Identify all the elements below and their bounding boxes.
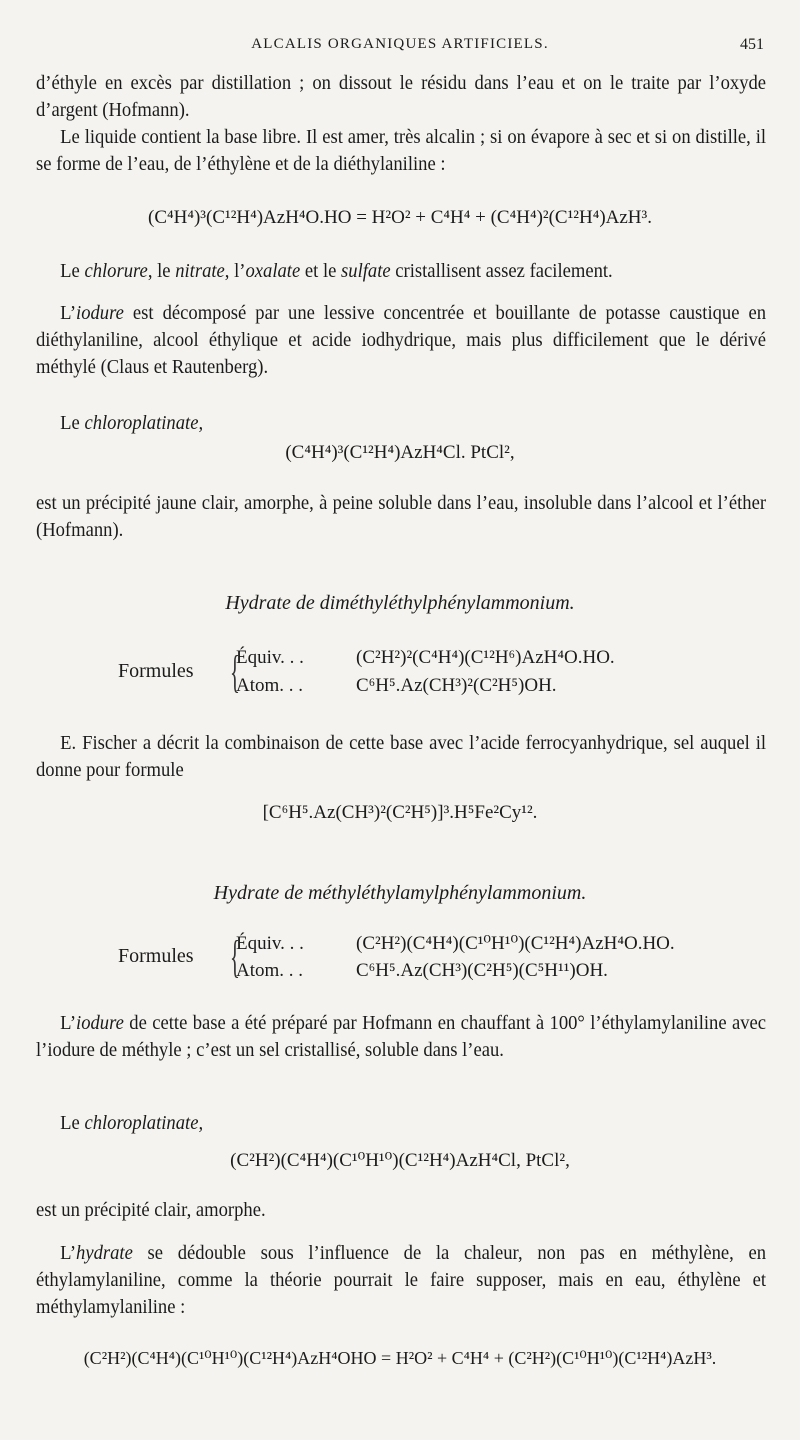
text: L’: [60, 302, 77, 324]
header-title: ALCALIS ORGANIQUES ARTIFICIELS.: [251, 36, 549, 52]
atom-value: C⁶H⁵.Az(CH³)²(C²H⁵)OH.: [356, 675, 557, 696]
text: cristallisent assez facilement.: [390, 260, 613, 282]
formula-4: (C²H²)(C⁴H⁴)(C¹⁰H¹⁰)(C¹²H⁴)AzH⁴Cl, PtCl²,: [230, 1150, 570, 1171]
paragraph-5: [36, 410, 766, 437]
page-number: 451: [740, 36, 764, 53]
paragraph-4: [36, 300, 766, 381]
equiv-value: (C²H²)(C⁴H⁴)(C¹⁰H¹⁰)(C¹²H⁴)AzH⁴O.HO.: [356, 933, 675, 954]
text: Le: [60, 1112, 85, 1134]
atom-key: Atom. . .: [236, 675, 304, 696]
formula-1: (C⁴H⁴)³(C¹²H⁴)AzH⁴O.HO = H²O² + C⁴H⁴ + (C⁴H⁴)²(C¹²H⁴)AzH³.: [148, 207, 652, 228]
formula-3: [C⁶H⁵.Az(CH³)²(C²H⁵)]³.H⁵Fe²Cy¹².: [262, 802, 538, 823]
equiv-value: (C²H²)²(C⁴H⁴)(C¹²H⁶)AzH⁴O.HO.: [356, 647, 615, 668]
text: , l’: [224, 260, 246, 282]
text: , le: [147, 260, 176, 282]
term-chloroplatinate: chloroplatinate,: [84, 412, 204, 434]
text: se dédouble sous l’influence de la chaleur, non pas en méthylène, en éthylamylaniline, comme la théorie pourrait le faire supposer, mais en eau, éthylène et méthylamylaniline :: [36, 1242, 767, 1318]
text: Le: [60, 412, 85, 434]
text: Le: [60, 260, 85, 282]
text: L’: [60, 1012, 77, 1034]
term-oxalate: oxalate: [245, 260, 301, 282]
paragraph-7: E. Fischer a décrit la combinaison de cette base avec l’acide ferrocyanhydrique, sel auquel il donne pour formule: [36, 732, 767, 781]
paragraph-3: [36, 258, 766, 285]
brace: {: [230, 646, 240, 697]
formules-label: Formules: [118, 945, 194, 967]
paragraph-11: [36, 1240, 766, 1321]
term-iodure: iodure: [76, 1012, 124, 1034]
running-header: [0, 36, 800, 60]
equiv-row: [236, 647, 615, 669]
equiv-key: Équiv. . .: [236, 647, 304, 668]
equiv-key: Équiv. . .: [236, 933, 304, 954]
paragraph-8: [36, 1010, 766, 1064]
atom-row: [236, 675, 557, 697]
brace: {: [230, 931, 240, 982]
text: de cette base a été préparé par Hofmann en chauffant à 100° l’éthylamylaniline avec l’iodure de méthyle ; c’est un sel cristallisé, soluble dans l’eau.: [36, 1012, 767, 1061]
formula-2: (C⁴H⁴)³(C¹²H⁴)AzH⁴Cl. PtCl²,: [285, 442, 515, 463]
paragraph-1: d’éthyle en excès par distillation ; on dissout le résidu dans l’eau et on le traite par l’oxyde d’argent (Hofmann).: [36, 72, 767, 121]
paragraph-10: est un précipité clair, amorphe.: [36, 1199, 266, 1221]
text: et le: [300, 260, 342, 282]
section-heading-2: Hydrate de méthyléthylamylphénylammonium.: [213, 882, 587, 904]
formules-label: Formules: [118, 660, 194, 682]
atom-value: C⁶H⁵.Az(CH³)(C²H⁵)(C⁵H¹¹)OH.: [356, 960, 608, 981]
atom-row: [236, 960, 608, 982]
term-iodure: iodure: [76, 302, 124, 324]
text: L’: [60, 1242, 77, 1264]
text: est décomposé par une lessive concentrée et bouillante de potasse caustique en diéthylaniline, alcool éthylique et acide iodhydrique, mais plus difficilement que le dérivé méthylé (Claus et Rautenberg).: [36, 302, 767, 378]
paragraph-9: [36, 1110, 766, 1137]
term-chlorure: chlorure: [84, 260, 148, 282]
term-sulfate: sulfate: [341, 260, 391, 282]
formula-5: (C²H²)(C⁴H⁴)(C¹⁰H¹⁰)(C¹²H⁴)AzH⁴OHO = H²O² + C⁴H⁴ + (C²H²)(C¹⁰H¹⁰)(C¹²H⁴)AzH³.: [83, 1348, 717, 1368]
equiv-row: [236, 932, 675, 955]
term-chloroplatinate: chloroplatinate,: [84, 1112, 204, 1134]
atom-key: Atom. . .: [236, 960, 304, 981]
section-heading-1: Hydrate de diméthyléthylphénylammonium.: [225, 592, 575, 614]
paragraph-2: Le liquide contient la base libre. Il est amer, très alcalin ; si on évapore à sec et si on distille, il se forme de l’eau, de l’éthylène et de la diéthylaniline :: [36, 126, 767, 175]
paragraph-6: est un précipité jaune clair, amorphe, à peine soluble dans l’eau, insoluble dans l’alcool et l’éther (Hofmann).: [36, 492, 767, 541]
term-nitrate: nitrate: [175, 260, 225, 282]
term-hydrate: hydrate: [76, 1242, 133, 1264]
